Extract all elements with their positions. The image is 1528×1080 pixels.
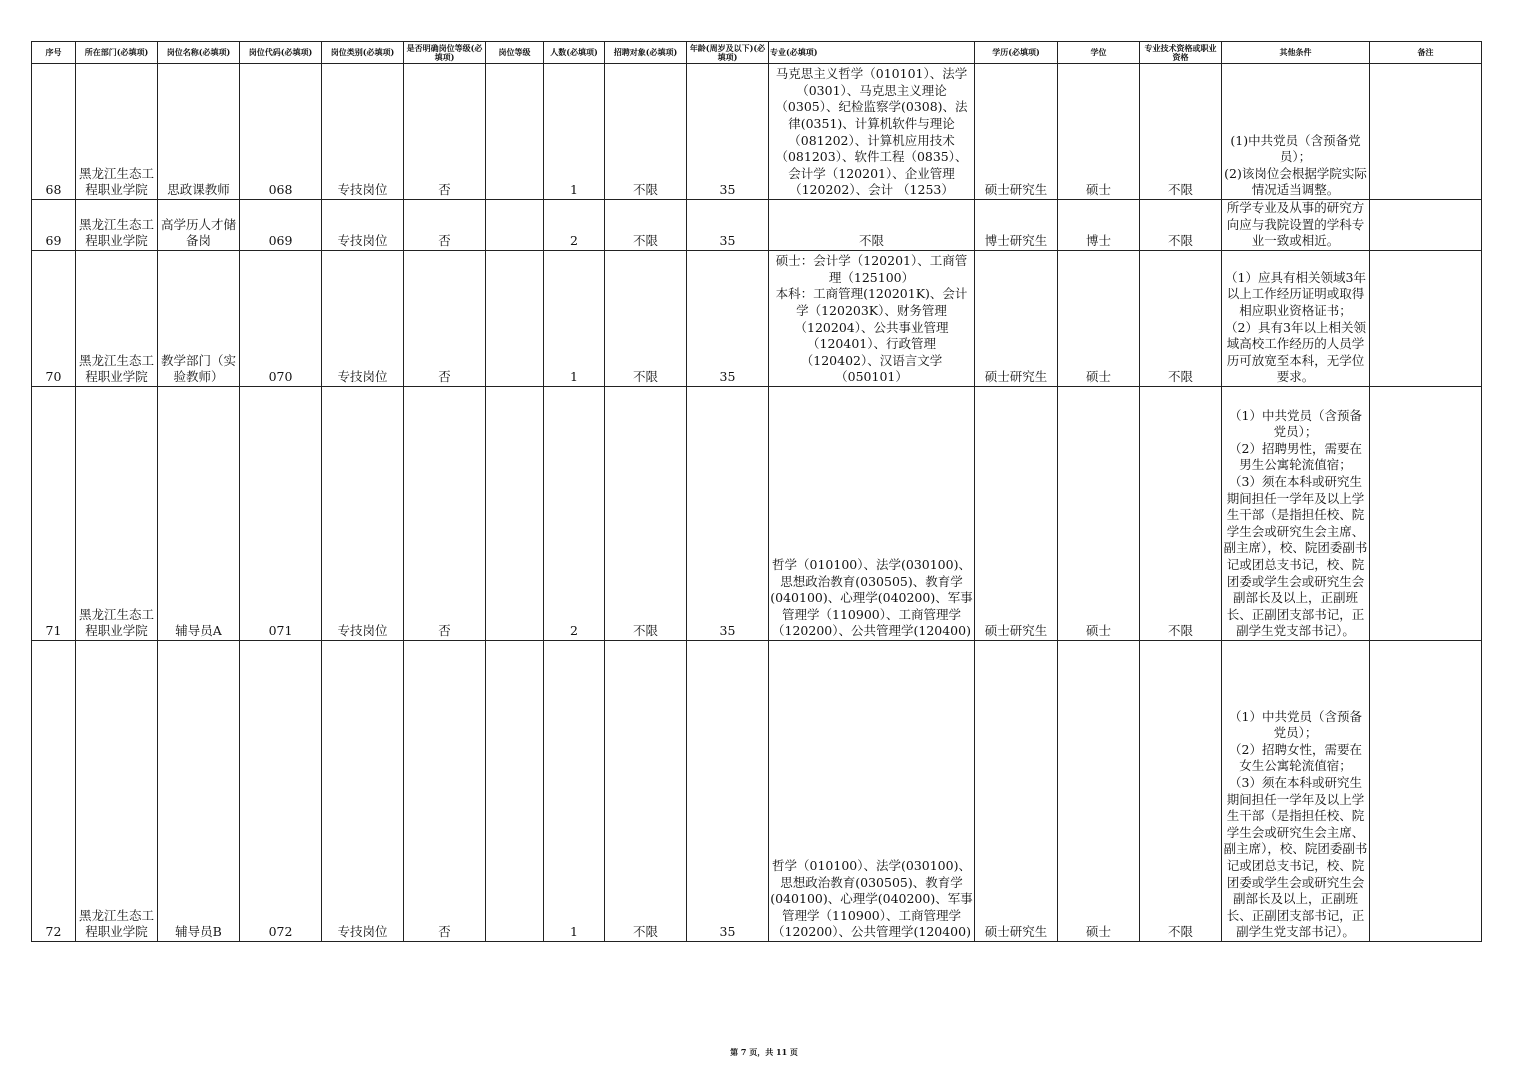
dept-cell: 黑龙江生态工程职业学院 — [76, 64, 158, 200]
level-defined-cell: 否 — [404, 387, 486, 641]
qualification-cell: 不限 — [1140, 387, 1222, 641]
post-name-cell: 辅导员A — [158, 387, 240, 641]
seq-cell: 69 — [32, 200, 76, 251]
post-code-cell: 069 — [240, 200, 322, 251]
level-defined-cell: 否 — [404, 641, 486, 942]
seq-cell: 71 — [32, 387, 76, 641]
post-code-cell: 072 — [240, 641, 322, 942]
post-name-cell: 辅导员B — [158, 641, 240, 942]
post-code-cell: 071 — [240, 387, 322, 641]
header-cell: 岗位类别(必填项) — [322, 42, 404, 64]
count-cell: 1 — [544, 641, 605, 942]
remark-cell — [1370, 251, 1482, 387]
table-row — [32, 200, 1482, 251]
post-name-cell: 高学历人才储备岗 — [158, 200, 240, 251]
qualification-cell: 不限 — [1140, 641, 1222, 942]
post-code-cell: 068 — [240, 64, 322, 200]
header-cell: 招聘对象(必填项) — [605, 42, 687, 64]
count-cell: 2 — [544, 200, 605, 251]
degree-cell: 硕士 — [1058, 387, 1140, 641]
count-cell: 1 — [544, 64, 605, 200]
level-cell — [486, 251, 544, 387]
header-cell: 人数(必填项) — [544, 42, 605, 64]
dept-cell: 黑龙江生态工程职业学院 — [76, 200, 158, 251]
header-cell: 专业技术资格或职业资格 — [1140, 42, 1222, 64]
target-cell: 不限 — [605, 641, 687, 942]
post-category-cell: 专技岗位 — [322, 641, 404, 942]
seq-cell: 70 — [32, 251, 76, 387]
level-cell — [486, 387, 544, 641]
table-row — [32, 64, 1482, 200]
post-name-cell: 思政课教师 — [158, 64, 240, 200]
major-cell: 哲学（010100）、法学(030100)、思想政治教育(030505)、教育学(040100)、心理学(040200)、军事管理学（110900）、工商管理学（120200）、公共管理学(120400) — [769, 387, 975, 641]
degree-cell: 硕士 — [1058, 641, 1140, 942]
conditions-cell: 所学专业及从事的研究方向应与我院设置的学科专业一致或相近。 — [1222, 200, 1370, 251]
post-name-cell: 教学部门（实验教师） — [158, 251, 240, 387]
table-row — [32, 387, 1482, 641]
education-cell: 硕士研究生 — [975, 251, 1058, 387]
conditions-cell: （1）中共党员（含预备党员）； （2）招聘女性，需要在女生公寓轮流值宿； （3）须在本科或研究生期间担任一学年及以上学生干部（是指担任校、院学生会或研究生会主席、副主席），校、院团委副书记或团总支书记，校、院团委或学生会或研究生会副部长及以上，正副班长、正副团支部书记，正副学生党支部书记）。 — [1222, 641, 1370, 942]
major-cell: 哲学（010100）、法学(030100)、思想政治教育(030505)、教育学(040100)、心理学(040200)、军事管理学（110900）、工商管理学（120200）、公共管理学(120400) — [769, 641, 975, 942]
count-cell: 2 — [544, 387, 605, 641]
recruitment-table — [31, 41, 1482, 942]
education-cell: 博士研究生 — [975, 200, 1058, 251]
qualification-cell: 不限 — [1140, 64, 1222, 200]
header-cell: 岗位代码(必填项) — [240, 42, 322, 64]
target-cell: 不限 — [605, 251, 687, 387]
level-defined-cell: 否 — [404, 251, 486, 387]
level-defined-cell: 否 — [404, 200, 486, 251]
header-cell: 备注 — [1370, 42, 1482, 64]
education-cell: 硕士研究生 — [975, 387, 1058, 641]
degree-cell: 硕士 — [1058, 64, 1140, 200]
major-cell: 马克思主义哲学（010101）、法学（0301）、马克思主义理论（0305）、纪检监察学(0308)、法律(0351)、计算机软件与理论（081202）、计算机应用技术（081203）、软件工程（0835）、会计学（120201）、企业管理（120202）、会计 （1253） — [769, 64, 975, 200]
table-row — [32, 641, 1482, 942]
level-cell — [486, 64, 544, 200]
header-cell: 是否明确岗位等级(必填项) — [404, 42, 486, 64]
remark-cell — [1370, 200, 1482, 251]
remark-cell — [1370, 387, 1482, 641]
degree-cell: 硕士 — [1058, 251, 1140, 387]
table-row — [32, 251, 1482, 387]
age-cell: 35 — [687, 251, 769, 387]
age-cell: 35 — [687, 641, 769, 942]
post-code-cell: 070 — [240, 251, 322, 387]
age-cell: 35 — [687, 387, 769, 641]
page-footer: 第 7 页，共 11 页 — [730, 1047, 798, 1057]
remark-cell — [1370, 64, 1482, 200]
post-category-cell: 专技岗位 — [322, 387, 404, 641]
level-cell — [486, 641, 544, 942]
dept-cell: 黑龙江生态工程职业学院 — [76, 251, 158, 387]
count-cell: 1 — [544, 251, 605, 387]
target-cell: 不限 — [605, 64, 687, 200]
header-cell: 所在部门(必填项) — [76, 42, 158, 64]
header-cell: 专业(必填项) — [769, 42, 975, 64]
degree-cell: 博士 — [1058, 200, 1140, 251]
remark-cell — [1370, 641, 1482, 942]
header-cell: 其他条件 — [1222, 42, 1370, 64]
header-row — [32, 42, 1482, 64]
major-cell: 不限 — [769, 200, 975, 251]
seq-cell: 68 — [32, 64, 76, 200]
age-cell: 35 — [687, 200, 769, 251]
age-cell: 35 — [687, 64, 769, 200]
post-category-cell: 专技岗位 — [322, 64, 404, 200]
dept-cell: 黑龙江生态工程职业学院 — [76, 387, 158, 641]
post-category-cell: 专技岗位 — [322, 200, 404, 251]
header-cell: 岗位名称(必填项) — [158, 42, 240, 64]
education-cell: 硕士研究生 — [975, 64, 1058, 200]
header-cell: 学历(必填项) — [975, 42, 1058, 64]
dept-cell: 黑龙江生态工程职业学院 — [76, 641, 158, 942]
header-cell: 序号 — [32, 42, 76, 64]
header-cell: 年龄(周岁及以下)(必填项) — [687, 42, 769, 64]
conditions-cell: (1)中共党员（含预备党员）； (2)该岗位会根据学院实际情况适当调整。 — [1222, 64, 1370, 200]
qualification-cell: 不限 — [1140, 200, 1222, 251]
seq-cell: 72 — [32, 641, 76, 942]
target-cell: 不限 — [605, 387, 687, 641]
header-cell: 岗位等级 — [486, 42, 544, 64]
header-cell: 学位 — [1058, 42, 1140, 64]
level-cell — [486, 200, 544, 251]
level-defined-cell: 否 — [404, 64, 486, 200]
conditions-cell: （1）应具有相关领域3年以上工作经历证明或取得相应职业资格证书； （2）具有3年以上相关领域高校工作经历的人员学历可放宽至本科，无学位要求。 — [1222, 251, 1370, 387]
target-cell: 不限 — [605, 200, 687, 251]
major-cell: 硕士：会计学（120201）、工商管理（125100） 本科：工商管理(120201K)、会计学（120203K）、财务管理（120204）、公共事业管理（120401）、行政管理（120402）、汉语言文学（050101） — [769, 251, 975, 387]
qualification-cell: 不限 — [1140, 251, 1222, 387]
education-cell: 硕士研究生 — [975, 641, 1058, 942]
post-category-cell: 专技岗位 — [322, 251, 404, 387]
conditions-cell: （1）中共党员（含预备党员）； （2）招聘男性，需要在男生公寓轮流值宿； （3）须在本科或研究生期间担任一学年及以上学生干部（是指担任校、院学生会或研究生会主席、副主席），校、院团委副书记或团总支书记，校、院团委或学生会或研究生会副部长及以上，正副班长、正副团支部书记，正副学生党支部书记）。 — [1222, 387, 1370, 641]
